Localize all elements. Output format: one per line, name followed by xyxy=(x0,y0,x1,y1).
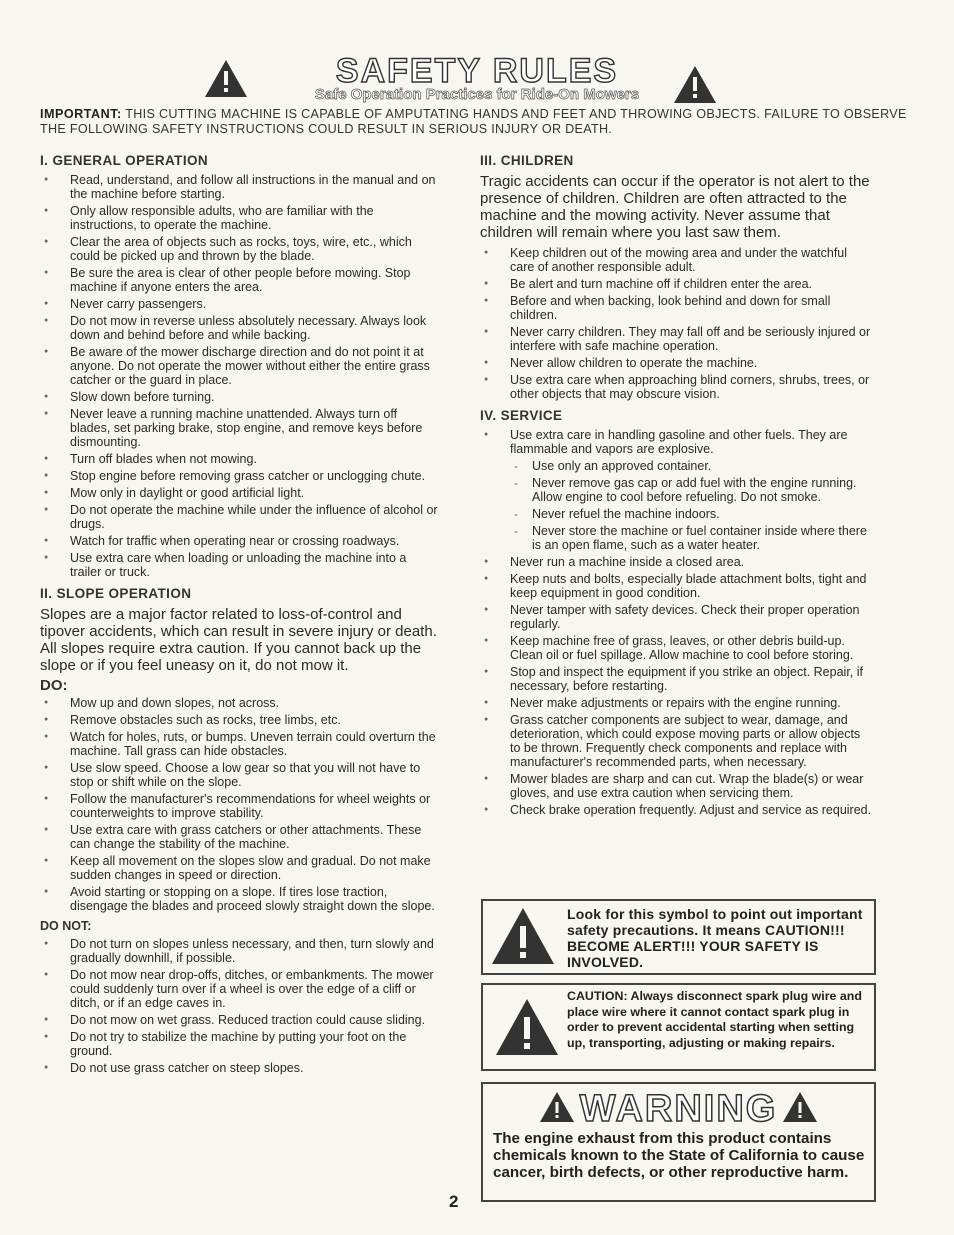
list-item: ● Use extra care when approaching blind corners, shrubs, trees, or other objects that may obscure vision. xyxy=(480,373,874,401)
children-list xyxy=(480,246,874,401)
list-item: ● Use extra care with grass catchers or other attachments. These can change the stability of the machine. xyxy=(40,823,440,851)
list-item: ● Before and when backing, look behind and down for small children. xyxy=(480,294,874,322)
caution-text: CAUTION: Always disconnect spark plug wire and place wire where it cannot contact spark plug in order to prevent accidental starting when setting up, transporting, adjusting or making repairs. xyxy=(567,989,862,1050)
section-heading-general: I. GENERAL OPERATION xyxy=(40,153,209,168)
left-column xyxy=(40,154,440,1078)
list-item: ● Never carry passengers. xyxy=(40,297,440,311)
important-notice xyxy=(40,107,924,137)
page-title: SAFETY RULES xyxy=(335,52,619,90)
list-item: ● Do not mow in reverse unless absolutely necessary. Always look down and behind before and while backing. xyxy=(40,314,440,342)
caution-box xyxy=(481,983,876,1071)
list-item: ● Stop and inspect the equipment if you strike an object. Repair, if necessary, before restarting. xyxy=(480,665,874,693)
list-item: ● Never make adjustments or repairs with the engine running. xyxy=(480,696,874,710)
general-list xyxy=(40,173,440,579)
sub-list-item: - Never store the machine or fuel container inside where there is an open flame, such as a water heater. xyxy=(480,524,874,552)
list-item: ● Do not try to stabilize the machine by putting your foot on the ground. xyxy=(40,1030,440,1058)
list-item: ● Do not turn on slopes unless necessary, and then, turn slowly and gradually downhill, if possible. xyxy=(40,937,440,965)
list-item: ● Never allow children to operate the machine. xyxy=(480,356,874,370)
warning-triangle-icon xyxy=(782,1091,818,1123)
important-text: THIS CUTTING MACHINE IS CAPABLE OF AMPUTATING HANDS AND FEET AND THROWING OBJECTS. FAILURE TO OBSERVE THE FOLLOWING SAFETY INSTRUCTIONS COULD RESULT IN SERIOUS INJURY OR DEATH. xyxy=(40,107,907,136)
warning-title-wrap xyxy=(483,1088,874,1131)
do-not-list xyxy=(40,937,440,1075)
list-item: ● Do not mow on wet grass. Reduced traction could cause sliding. xyxy=(40,1013,440,1027)
warning-triangle-icon xyxy=(495,997,559,1062)
list-item: ● Be aware of the mower discharge direction and do not point it at anyone. Do not operate the mower without either the entire grass catcher or the guard in place. xyxy=(40,345,440,387)
list-item: ● Keep all movement on the slopes slow and gradual. Do not make sudden changes in speed or direction. xyxy=(40,854,440,882)
list-item: ● Mower blades are sharp and can cut. Wrap the blade(s) or wear gloves, and use extra caution when servicing them. xyxy=(480,772,874,800)
right-column xyxy=(480,154,874,820)
do-list xyxy=(40,696,440,913)
do-label: DO: xyxy=(40,677,68,694)
sub-list-item: - Never refuel the machine indoors. xyxy=(480,507,874,521)
list-item: ● Be alert and turn machine off if children enter the area. xyxy=(480,277,874,291)
list-item: ● Never tamper with safety devices. Check their proper operation regularly. xyxy=(480,603,874,631)
list-item: ● Keep children out of the mowing area and under the watchful care of another responsible adult. xyxy=(480,246,874,274)
sub-list-item: - Never remove gas cap or add fuel with the engine running. Allow engine to cool before refueling. Do not smoke. xyxy=(480,476,874,504)
page-title-wrap xyxy=(0,52,954,90)
section-heading-slope: II. SLOPE OPERATION xyxy=(40,586,192,601)
slope-intro: Slopes are a major factor related to loss-of-control and tipover accidents, which can result in severe injury or death. All slopes require extra caution. If you cannot back up the slope or if you feel uneasy on it, do not mow it. xyxy=(40,606,437,674)
list-item: ● Mow up and down slopes, not across. xyxy=(40,696,440,710)
list-item: ● Follow the manufacturer's recommendations for wheel weights or counterweights to improve stability. xyxy=(40,792,440,820)
list-item: ● Clear the area of objects such as rocks, toys, wire, etc., which could be picked up and thrown by the blade. xyxy=(40,235,440,263)
list-item: ● Turn off blades when not mowing. xyxy=(40,452,440,466)
list-item: ● Use extra care when loading or unloading the machine into a trailer or truck. xyxy=(40,551,440,579)
list-item: ● Be sure the area is clear of other people before mowing. Stop machine if anyone enters the area. xyxy=(40,266,440,294)
sub-list-item: - Use only an approved container. xyxy=(480,459,874,473)
list-item: ● Use slow speed. Choose a low gear so that you will not have to stop or shift while on the slope. xyxy=(40,761,440,789)
list-item: ● Remove obstacles such as rocks, tree limbs, etc. xyxy=(40,713,440,727)
list-item: ● Never leave a running machine unattended. Always turn off blades, set parking brake, stop engine, and remove keys before dismounting. xyxy=(40,407,440,449)
list-item: ● Only allow responsible adults, who are familiar with the instructions, to operate the machine. xyxy=(40,204,440,232)
service-list xyxy=(480,428,874,817)
page-subtitle: Safe Operation Practices for Ride-On Mowers xyxy=(314,86,640,103)
list-item: ● Watch for traffic when operating near or crossing roadways. xyxy=(40,534,440,548)
list-item: ● Avoid starting or stopping on a slope. If tires lose traction, disengage the blades and proceed slowly straight down the slope. xyxy=(40,885,440,913)
safety-symbol-box xyxy=(481,899,876,975)
list-item: ● Grass catcher components are subject to wear, damage, and deterioration, which could expose moving parts or allow objects to be thrown. Frequently check components and replace with manufacturer's recommended parts, when necessary. xyxy=(480,713,874,769)
list-item: ● Read, understand, and follow all instructions in the manual and on the machine before starting. xyxy=(40,173,440,201)
list-item: ● Do not operate the machine while under the influence of alcohol or drugs. xyxy=(40,503,440,531)
list-item: ● Do not mow near drop-offs, ditches, or embankments. The mower could suddenly turn over if a wheel is over the edge of a cliff or ditch, or if an edge caves in. xyxy=(40,968,440,1010)
warning-triangle-icon xyxy=(539,1091,575,1123)
list-item: ● Check brake operation frequently. Adjust and service as required. xyxy=(480,803,874,817)
list-item: ● Use extra care in handling gasoline and other fuels. They are flammable and vapors are explosive. xyxy=(480,428,874,456)
list-item: ● Slow down before turning. xyxy=(40,390,440,404)
page-number: 2 xyxy=(449,1192,459,1211)
warning-box xyxy=(481,1082,876,1202)
list-item: ● Mow only in daylight or good artificial light. xyxy=(40,486,440,500)
children-intro: Tragic accidents can occur if the operator is not alert to the presence of children. Children are often attracted to the machine and the mowing activity. Never assume that children will remain where you last saw them. xyxy=(480,173,870,241)
do-not-label: DO NOT: xyxy=(40,919,92,933)
list-item: ● Keep machine free of grass, leaves, or other debris build-up. Clean oil or fuel spillage. Allow machine to cool before storing. xyxy=(480,634,874,662)
warning-triangle-icon xyxy=(491,906,555,971)
list-item: ● Keep nuts and bolts, especially blade attachment bolts, tight and keep equipment in good condition. xyxy=(480,572,874,600)
list-item: ● Stop engine before removing grass catcher or unclogging chute. xyxy=(40,469,440,483)
list-item: ● Never run a machine inside a closed area. xyxy=(480,555,874,569)
section-heading-service: IV. SERVICE xyxy=(480,408,563,423)
section-heading-children: III. CHILDREN xyxy=(480,153,574,168)
list-item: ● Do not use grass catcher on steep slopes. xyxy=(40,1061,440,1075)
symbol-text: Look for this symbol to point out important safety precautions. It means CAUTION!!! BECOME ALERT!!! YOUR SAFETY IS INVOLVED. xyxy=(567,906,863,970)
list-item: ● Never carry children. They may fall off and be seriously injured or interfere with safe machine operation. xyxy=(480,325,874,353)
important-label: IMPORTANT: xyxy=(40,107,122,121)
warning-text: The engine exhaust from this product contains chemicals known to the State of California to cause cancer, birth defects, or other reproductive harm. xyxy=(493,1130,865,1181)
warning-title: WARNING xyxy=(579,1088,778,1130)
list-item: ● Watch for holes, ruts, or bumps. Uneven terrain could overturn the machine. Tall grass can hide obstacles. xyxy=(40,730,440,758)
